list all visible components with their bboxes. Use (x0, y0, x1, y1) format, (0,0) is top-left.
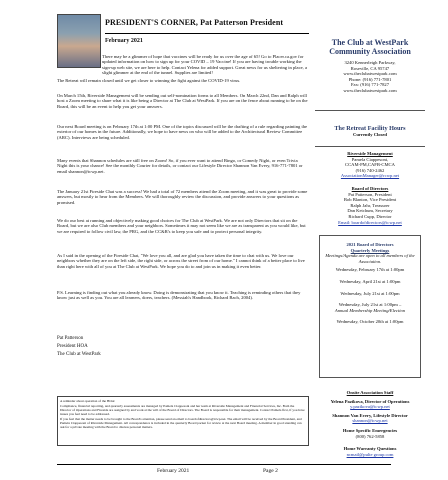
meeting-date: Wednesday, October 20th at 1:00pm (336, 319, 404, 325)
article-date: February 2021 (105, 38, 143, 44)
meetings-subtitle: Quarterly Meetings (350, 247, 390, 253)
website-link[interactable]: www.theclubatwestpark.com (343, 71, 397, 77)
emergency-phone: (800) 762-5858 (355, 433, 385, 439)
board-member: Pat Patterson, President (348, 191, 392, 197)
board-member: Bob Blanton, Vice President (343, 197, 397, 203)
meeting-date: Wednesday, April 21st at 1:00pm (339, 278, 401, 284)
fax: Fax: (916) 771-7827 (350, 82, 390, 88)
meeting-note: Annual Membership Meeting/Election (334, 307, 406, 313)
board-title: Board of Directors (351, 186, 389, 191)
warranty (315, 446, 425, 457)
paragraph-ps: P.S. Learning is finding out what you already know. Doing is demonstrating that you know it. Teaching is reminding others that they know just as well as you. You are all learners, doers, teachers. (Messiah's Handbook, Richard Bach, 2004). (57, 290, 301, 301)
paragraph-vaccine: There may be a glimmer of hope that vaccines will be ready for us over the age of 65! Go to Placer.ca.gov for updated information on how to sign up for your COVID – 19 Vaccine! If you are having trouble working the sign-up web site, we are here to help. Contact Yelena for added support. Great news for us sheltering in place, a slight glimmer at the end of the tunnel. Supplies are limited! (102, 54, 307, 75)
notice-heading: A reminder about operation of the HOA: (60, 399, 116, 403)
paragraph-retreat: The Retreat will remain closed until we get closer to winning the fight against the COVID-19 virus. (57, 78, 241, 83)
address-city: Roseville, CA 95747 (350, 65, 390, 71)
page-title: PRESIDENT'S CORNER, Pat Patterson President (105, 18, 284, 27)
paragraph-board-meeting: Our next Board meeting is on February 17th at 1:00 PM. One of the topics discussed will be the drafting of a rule regarding painting the exterior of our homes in the future. Additionally, we hope to have news on who will be added to the Architectural Review Committee (ARC). Interviews are being scheduled. (57, 124, 308, 140)
footer-page-number: Page 2 (263, 468, 278, 474)
riverside-phone: (916) 740-2462 (355, 167, 385, 173)
riverside-management (315, 151, 425, 179)
sidebar-title: The Club at WestPark Community Association (329, 38, 411, 56)
board-member: Dan Ketchum, Secretary (347, 208, 393, 214)
board-member: Richard Cupp, Director (348, 213, 392, 219)
riverside-email[interactable]: AssociationManager@rcwp.net (340, 173, 400, 179)
president-photo (57, 14, 101, 68)
onsite-staff (315, 390, 425, 424)
footer-date: February 2021 (157, 468, 190, 474)
notice-board-email: If you feel that the matter needs to be brought to the Board's attention, please send an email to boardofdirectors@tcwp.net. The email will be received by the Board President, and Pamela Ciappesoni of Riverside Management. All correspondence is included in the quarterly Board packet for review at the next Board meeting. A member in good standing can ask for a private meeting with the Board to discuss personal matters. (60, 417, 302, 429)
paragraph-nominations: On March 15th, Riverside Management will be sending out self-nomination forms to all Members. On March 22nd, Dan and Ralph will host a Zoom meeting to share what it is like being a Director at The Club at WestPark. If you are on the fence about running to be on the Board, this will be an event to help you get your answers. (57, 93, 308, 109)
signature-name: Pat Patterson (57, 336, 84, 341)
staff-email[interactable]: shannon@tcwp.net (352, 418, 388, 424)
signature-title: President HOA (57, 344, 88, 349)
emergencies (315, 428, 425, 439)
sidebar (315, 0, 425, 460)
sidebar-divider (315, 110, 425, 111)
website-link-2[interactable]: www.theclubatwestpark.com (343, 87, 397, 93)
riverside-title: Riverside Management (347, 151, 393, 156)
meeting-date: Wednesday, February 17th at 1:00pm (335, 267, 405, 273)
staff-member: Yelena Pazikova, Director of Operations (330, 398, 410, 404)
board-email[interactable]: Email: boardofdirectors@tcwp.net (338, 219, 402, 225)
paragraph-events: Many events that Shannon schedules are still free on Zoom! So, if you ever want to attend Bingo, or Comedy Night, or even Trivia Night this is your chance! See the monthly Courier for details, or contact our Lifestyle Director Shannon Van Every, 916-771-7801 or email shannon@tcwp.net. (57, 158, 303, 174)
warranty-email[interactable]: ncmail@pulte group.com (346, 451, 394, 457)
staff-member: Shannon Van Every, Lifestyle Director (332, 412, 408, 418)
meetings-note: Meetings/Agenda are open to all members of the Association. (325, 253, 415, 264)
sidebar-divider (315, 146, 425, 147)
hours-status: Currently Closed (353, 132, 387, 137)
emergency-title: Home Specific Emergencies (342, 428, 398, 433)
riverside-credentials: CCAM-PM,CAFB-CMCA (345, 162, 395, 168)
riverside-manager: Pamela Ciappesoni, (351, 156, 389, 162)
staff-title: Onsite Association Staff (346, 390, 394, 395)
presidents-corner (57, 0, 309, 448)
paragraph-objectivity: We do our best at running and objectively making good choices for The Club at WestPark. We are not only Directors that sit on the Board, but we are also Club members and your neighbors. Sometimes it may not seem like we are as transparent as you would like, but we are required to follow civil law, the PRG, and the CC&R's to keep you safe and to protect personal integrity. (57, 218, 306, 234)
board-member: Ralph Jahr, Treasurer (350, 202, 390, 208)
retreat-hours (315, 125, 425, 138)
paragraph-neighbors: As I said in the opening of the Fireside Chat, "We love you all, and are glad you have taken the time to chat with us. We love our neighbors whether they are on the left side, the right side, or across the street from of our home." I cannot think of a better place to live than right here with all of you at The Club at WestPark. We hope you do to and join us in making it even better. (57, 253, 305, 269)
meeting-date: Wednesday, July 21st at 1:00pm – (338, 302, 402, 308)
address-line: 3240 Kennerleigh Parkway, (344, 60, 396, 65)
phone: Phone: (916) 771-7801 (348, 76, 392, 82)
hours-title: The Retreat Facility Hours (334, 125, 406, 132)
warranty-title: Home Warranty Questions (343, 446, 397, 451)
contact-address (315, 60, 425, 94)
paragraph-fireside: The January 21st Fireside Chat was a success! We had a total of 72 members attend the Zoom meeting, and it was great to provide some answers, but mostly to hear from the Members. We will thoroughly review the discussion, and provide answers to your questions as promised. (57, 189, 308, 205)
title-divider (105, 33, 309, 34)
hoa-operation-notice (57, 396, 309, 446)
staff-email[interactable]: y.pazikova@tcwp.net (350, 404, 390, 410)
notice-compliance: Compliance, financial reporting, and quarterly assessments are managed by Pamela Ciappesoni and her team at Riverside Management and Financial Services, Inc. Both the Director of Operations and Fireside are assigned by and work at the will of the Board of Directors. The Board is responsible for their management. Contact Pamela first, if you have issues you feel need to be addressed. (60, 404, 305, 416)
meeting-date: Wednesday, July 21st at 1:00pm (340, 290, 400, 296)
signature-org: The Club at WestPark (57, 352, 101, 357)
board-of-directors (315, 186, 425, 225)
meetings-title: 2021 Board of Directors (346, 242, 394, 247)
footer-divider (57, 464, 391, 465)
board-meetings-box (319, 235, 421, 378)
